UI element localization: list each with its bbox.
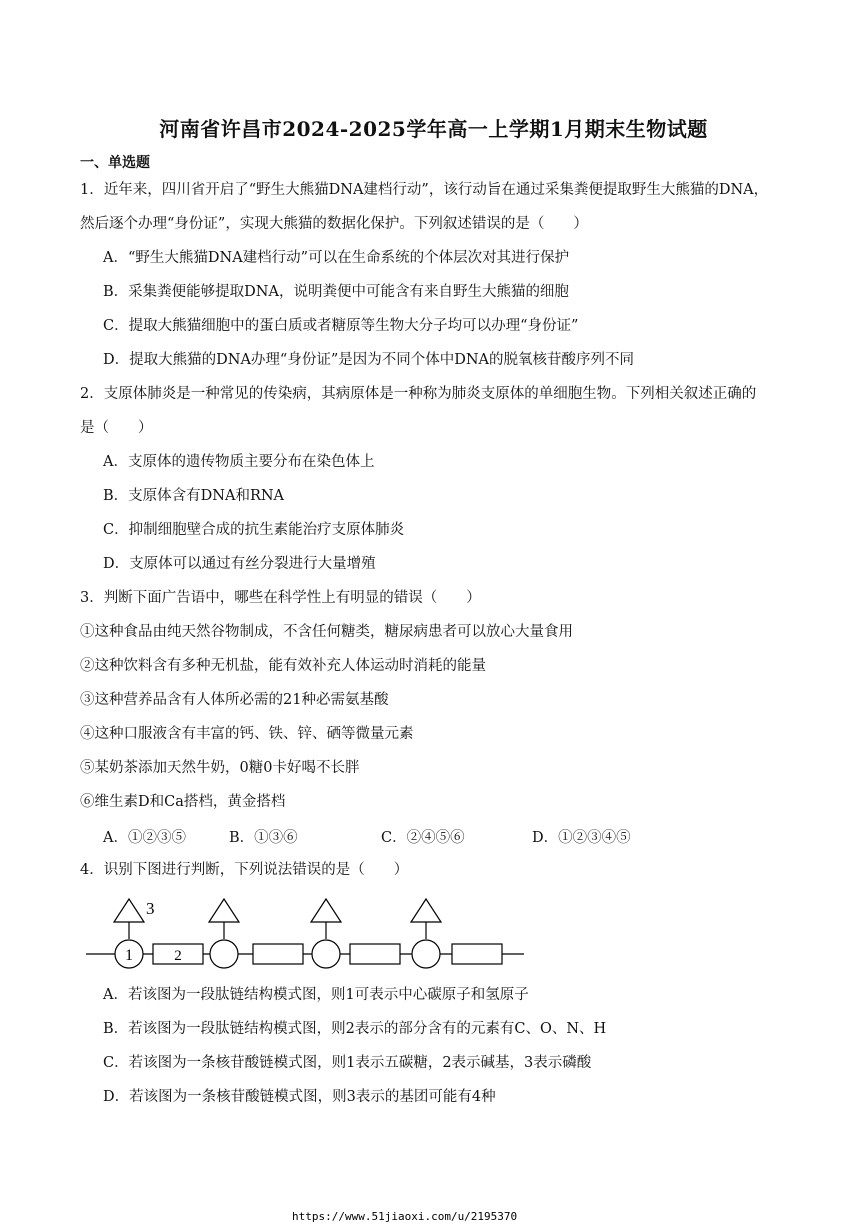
question-3-option-b: B．①③⑥ — [229, 830, 298, 846]
question-3-item: ②这种饮料含有多种无机盐，能有效补充人体运动时消耗的能量 — [80, 658, 486, 674]
question-2-stem: 2．支原体肺炎是一种常见的传染病，其病原体是一种称为肺炎支原体的单细胞生物。下列相关叙述正确的 — [80, 386, 757, 402]
rect-unit — [350, 944, 400, 964]
question-4-option-a: A．若该图为一段肽链结构模式图，则1可表示中心碳原子和氢原子 — [103, 987, 529, 1003]
question-4-option-d: D．若该图为一条核苷酸链模式图，则3表示的基团可能有4种 — [103, 1089, 496, 1105]
question-4-stem: 4．识别下图进行判断，下列说法错误的是（ ） — [80, 862, 409, 878]
question-3-options — [0, 826, 867, 846]
label-2: 2 — [174, 948, 182, 964]
circle-unit — [312, 940, 340, 968]
label-3: 3 — [146, 899, 155, 918]
circle-unit — [210, 940, 238, 968]
triangle-group — [311, 899, 341, 922]
circle-unit — [412, 940, 440, 968]
footer-url: https://www.51jiaoxi.com/u/2195370 — [292, 1210, 518, 1223]
label-1: 1 — [125, 947, 133, 964]
question-3-option-c: C．②④⑤⑥ — [381, 830, 465, 846]
triangle-group — [114, 899, 144, 922]
triangle-group — [411, 899, 441, 922]
question-3-stem: 3．判断下面广告语中，哪些在科学性上有明显的错误（ ） — [80, 590, 481, 606]
question-1-option-d: D．提取大熊猫的DNA办理“身份证”是因为不同个体中DNA的脱氧核苷酸序列不同 — [103, 352, 635, 368]
question-3-item: ①这种食品由纯天然谷物制成，不含任何糖类，糖尿病患者可以放心大量食用 — [80, 624, 573, 640]
section-heading: 一、单选题 — [80, 155, 150, 171]
question-3-option-d: D．①②③④⑤ — [532, 830, 631, 846]
rect-unit — [452, 944, 502, 964]
question-3-item: ④这种口服液含有丰富的钙、铁、锌、硒等微量元素 — [80, 726, 414, 742]
question-2-option-a: A．支原体的遗传物质主要分布在染色体上 — [103, 454, 375, 470]
triangle-group — [209, 899, 239, 922]
question-1-option-c: C．提取大熊猫细胞中的蛋白质或者糖原等生物大分子均可以办理“身份证” — [103, 318, 579, 334]
question-4-option-c: C．若该图为一条核苷酸链模式图，则1表示五碳糖，2表示碱基，3表示磷酸 — [103, 1055, 592, 1071]
question-3-option-a: A．①②③⑤ — [103, 830, 186, 846]
question-1-stem-cont: 然后逐个办理“身份证”，实现大熊猫的数据化保护。下列叙述错误的是（ ） — [80, 216, 588, 232]
question-3-item: ⑥维生素D和Ca搭档，黄金搭档 — [80, 794, 286, 810]
question-1-option-a: A．“野生大熊猫DNA建档行动”可以在生命系统的个体层次对其进行保护 — [103, 250, 570, 266]
question-2-option-b: B．支原体含有DNA和RNA — [103, 488, 285, 504]
question-3-item: ⑤某奶茶添加天然牛奶，0糖0卡好喝不长胖 — [80, 760, 360, 776]
question-2-stem-cont: 是（ ） — [80, 420, 153, 436]
rect-unit — [253, 944, 303, 964]
page-title: 河南省许昌市2024-2025学年高一上学期1月期末生物试题 — [159, 117, 708, 141]
question-2-option-d: D．支原体可以通过有丝分裂进行大量增殖 — [103, 556, 376, 572]
question-2-option-c: C．抑制细胞壁合成的抗生素能治疗支原体肺炎 — [103, 522, 405, 538]
question-4-option-b: B．若该图为一段肽链结构模式图，则2表示的部分含有的元素有C、O、N、H — [103, 1021, 607, 1037]
chain-structure-figure — [84, 895, 534, 975]
question-1-stem: 1．近年来，四川省开启了“野生大熊猫DNA建档行动”，该行动旨在通过采集粪便提取野生大熊猫的DNA， — [80, 182, 769, 198]
question-1-option-b: B．采集粪便能够提取DNA，说明粪便中可能含有来自野生大熊猫的细胞 — [103, 284, 569, 300]
question-3-item: ③这种营养品含有人体所必需的21种必需氨基酸 — [80, 692, 389, 708]
